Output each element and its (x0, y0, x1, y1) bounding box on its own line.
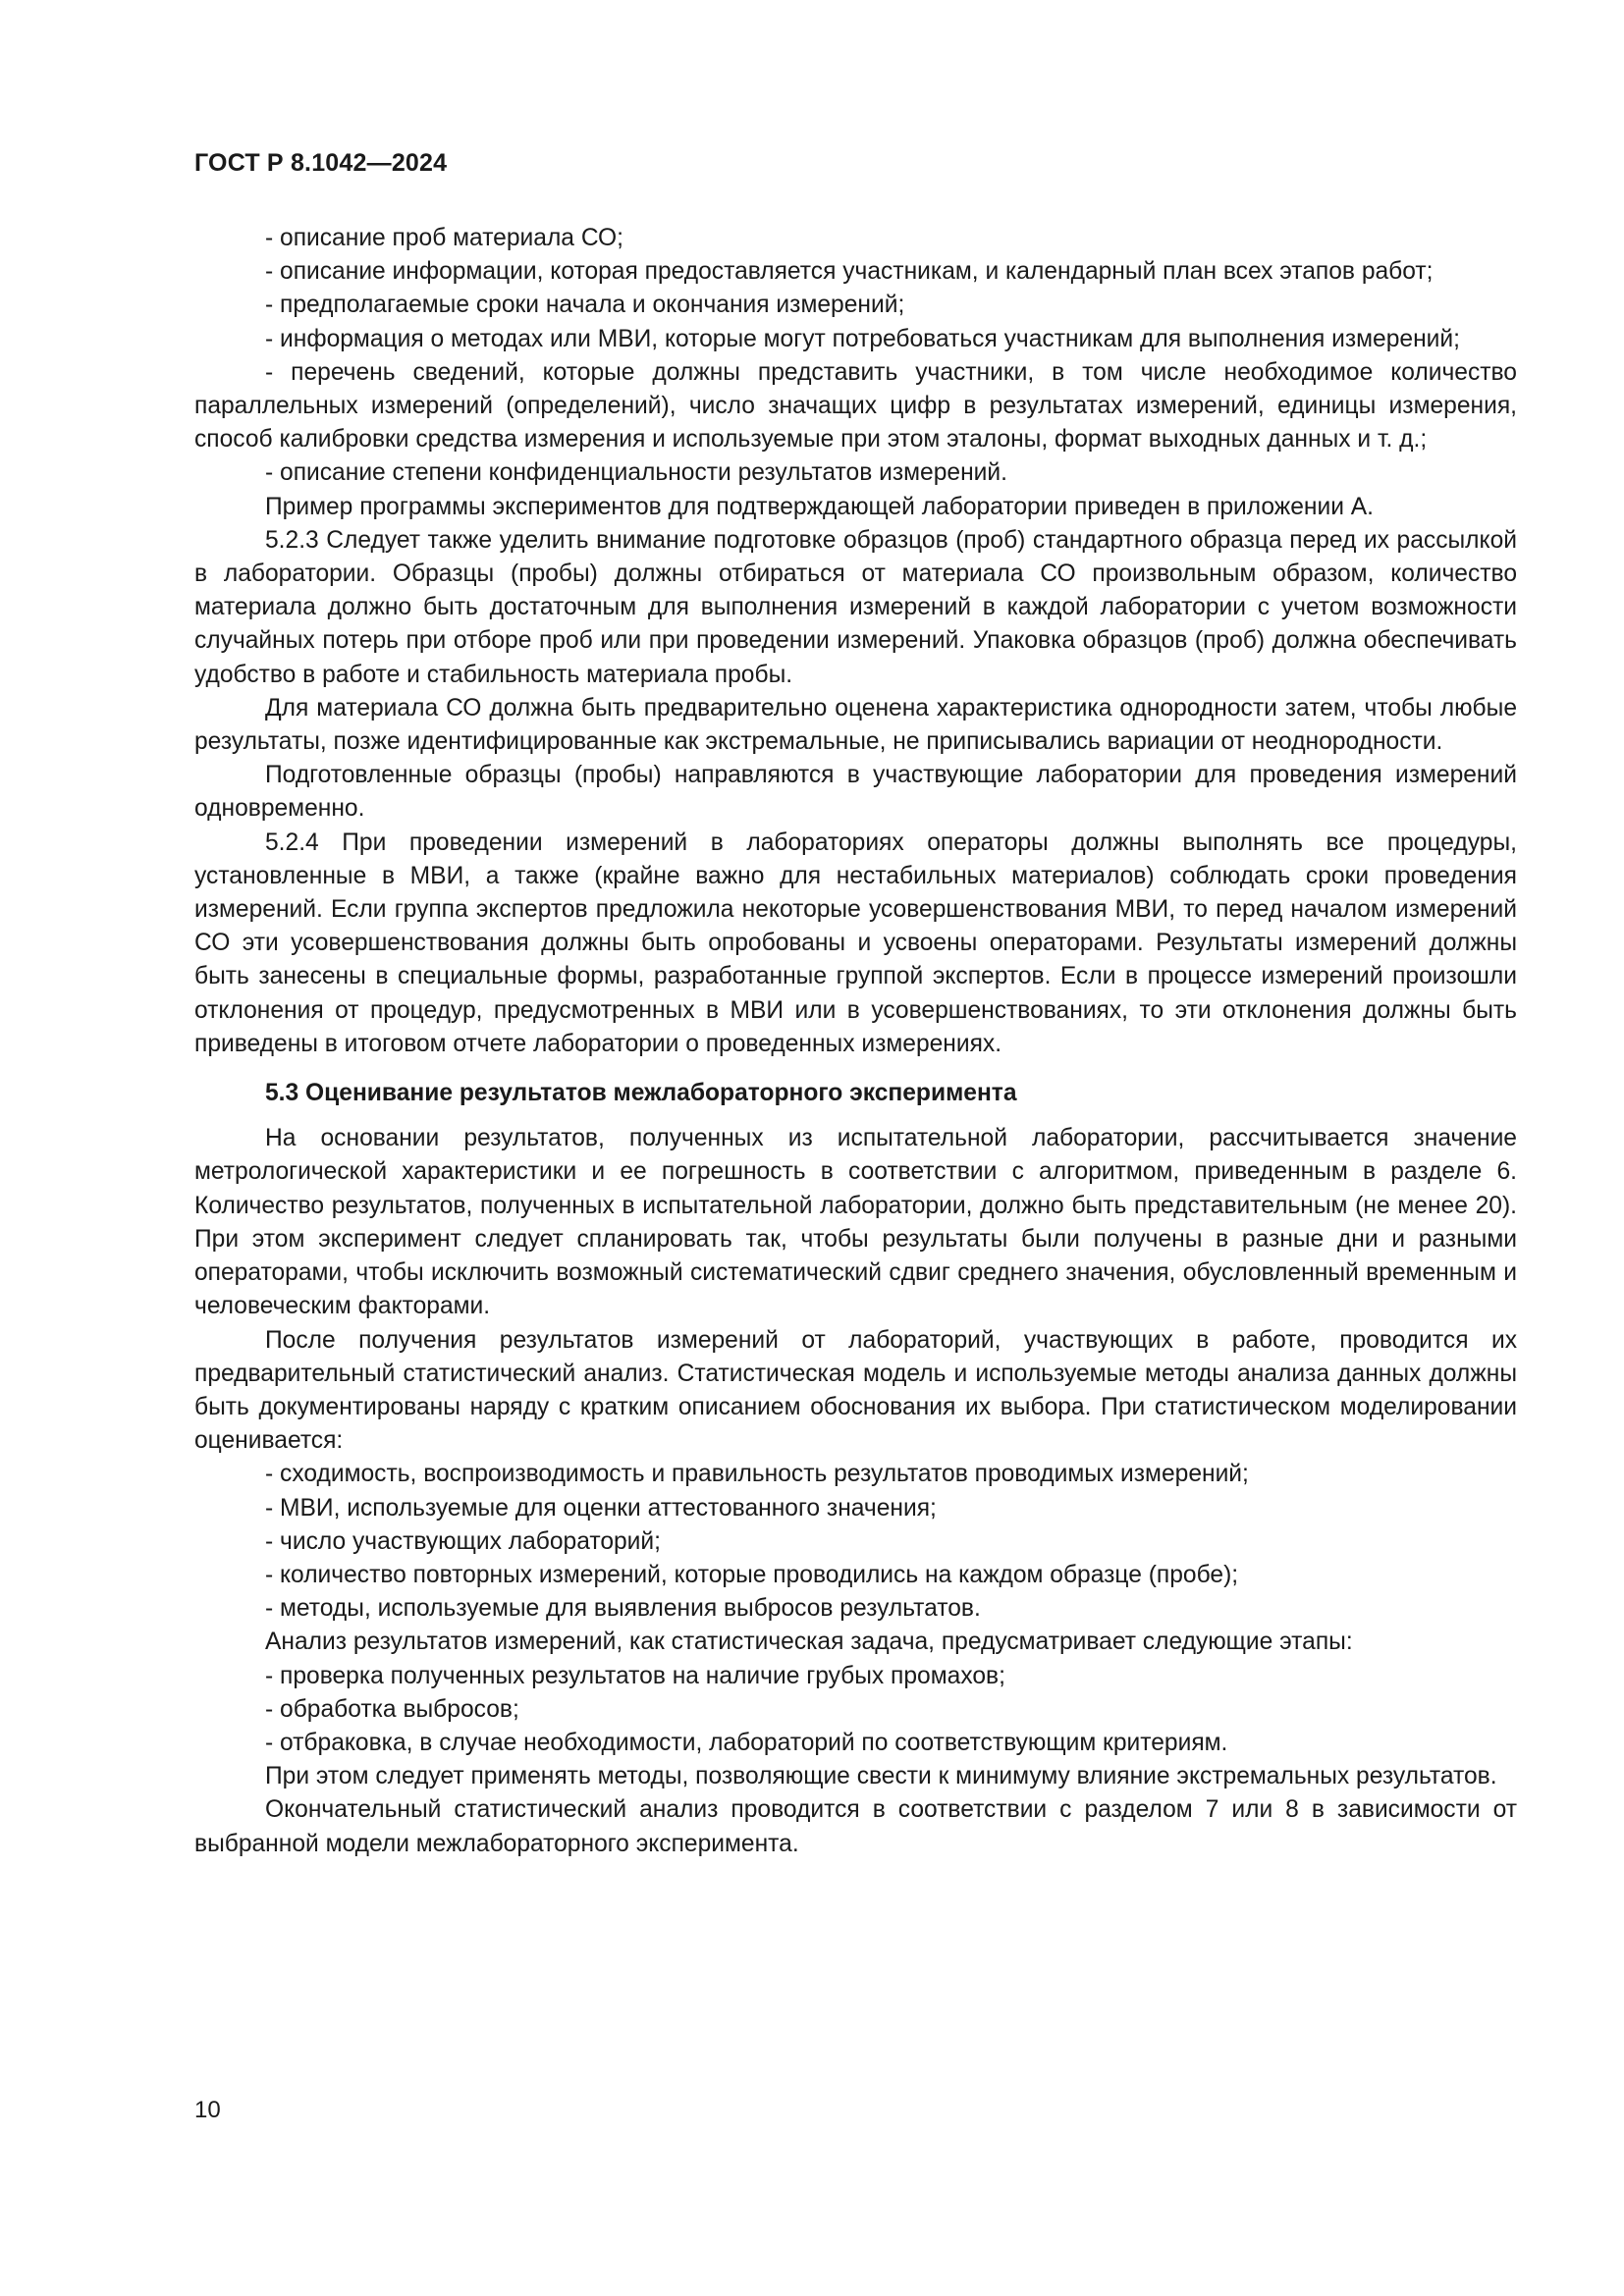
paragraph: Окончательный статистический анализ проводится в соответствии с разделом 7 или 8 в зависимости от выбранной модели межлабораторного эксперимента. (194, 1796, 1517, 1857)
document-header-standard-code: ГОСТ Р 8.1042—2024 (194, 149, 448, 177)
list-item: - отбраковка, в случае необходимости, лабораторий по соответствующим критериям. (265, 1729, 1228, 1756)
paragraph: При этом следует применять методы, позволяющие свести к минимуму влияние экстремальных результатов. (265, 1763, 1497, 1790)
list-item: - сходимость, воспроизводимость и правильность результатов проводимых измерений; (265, 1461, 1249, 1488)
list-item: - описание проб материала СО; (265, 225, 624, 251)
paragraph-5-2-4: 5.2.4 При проведении измерений в лабораториях операторы должны выполнять все процедуры, установленные в МВИ, а также (крайне важно для нестабильных материалов) соблюдать сроки проведения измерений. Если группа экспертов предложила некоторые усовершенствования МВИ, то перед началом измерений СО эти усовершенствования должны быть опробованы и усвоены операторами. Результаты измерений должны быть занесены в специальные формы, разработанные группой экспертов. Если в процессе измерений произошли отклонения от процедур, предусмотренных в МВИ или в усовершенствованиях, то эти отклонения должны быть приведены в итоговом отчете лаборатории о проведенных измерениях. (194, 828, 1517, 1057)
list-item: - описание степени конфиденциальности результатов измерений. (265, 459, 1007, 487)
paragraph: Подготовленные образцы (пробы) направляются в участвующие лаборатории для проведения измерений одновременно. (194, 762, 1517, 823)
page-number: 10 (194, 2097, 221, 2123)
paragraph: Пример программы экспериментов для подтверждающей лаборатории приведен в приложении А. (265, 493, 1375, 520)
list-item: - информация о методах или МВИ, которые могут потребоваться участникам для выполнения измерений; (265, 325, 1460, 352)
list-item: - МВИ, используемые для оценки аттестованного значения; (265, 1494, 937, 1522)
list-item: - обработка выбросов; (265, 1695, 519, 1723)
paragraph-5-2-3: 5.2.3 Следует также уделить внимание подготовке образцов (проб) стандартного образца перед их рассылкой в лаборатории. Образцы (пробы) должны отбираться от материала СО произвольным образом, количество материала должно быть достаточным для выполнения измерений в каждой лаборатории с учетом возможности случайных потерь при отборе проб или при проведении измерений. Упаковка образцов (проб) должна обеспечивать удобство в работе и стабильность материала пробы. (194, 526, 1517, 688)
paragraph: Для материала СО должна быть предварительно оценена характеристика однородности затем, чтобы любые результаты, позже идентифицированные как экстремальные, не приписывались вариации от неоднородности. (194, 694, 1517, 756)
list-item: - предполагаемые сроки начала и окончания измерений; (265, 292, 905, 319)
document-body (194, 222, 1517, 1861)
section-heading-5-3: 5.3 Оценивание результатов межлабораторного эксперимента (265, 1080, 1017, 1107)
list-item: - число участвующих лабораторий; (265, 1527, 661, 1555)
list-item: - методы, используемые для выявления выбросов результатов. (265, 1595, 981, 1623)
paragraph: Анализ результатов измерений, как статистическая задача, предусматривает следующие этапы: (265, 1629, 1353, 1656)
paragraph: После получения результатов измерений от лабораторий, участвующих в работе, проводится их предварительный статистический анализ. Статистическая модель и используемые методы анализа данных должны быть документированы наряду с кратким описанием обоснования их выбора. При статистическом моделировании оценивается: (194, 1326, 1517, 1455)
list-item: - количество повторных измерений, которые проводились на каждом образце (пробе); (265, 1561, 1239, 1588)
paragraph: На основании результатов, полученных из испытательной лаборатории, рассчитывается значение метрологической характеристики и ее погрешность в соответствии с алгоритмом, приведенным в разделе 6. Количество результатов, полученных в испытательной лаборатории, должно быть представительным (не менее 20). При этом эксперимент следует спланировать так, чтобы результаты были получены в разные дни и разными операторами, чтобы исключить возможный систематический сдвиг среднего значения, обусловленный временным и человеческим факторами. (194, 1125, 1517, 1320)
list-item: - проверка полученных результатов на наличие грубых промахов; (265, 1662, 1005, 1689)
list-item: - перечень сведений, которые должны представить участники, в том числе необходимое количество параллельных измерений (определений), число значащих цифр в результатах измерений, единицы измерения, способ калибровки средства измерения и используемые при этом эталоны, формат выходных данных и т. д.; (194, 358, 1517, 454)
list-item: - описание информации, которая предоставляется участникам, и календарный план всех этапов работ; (265, 258, 1434, 286)
